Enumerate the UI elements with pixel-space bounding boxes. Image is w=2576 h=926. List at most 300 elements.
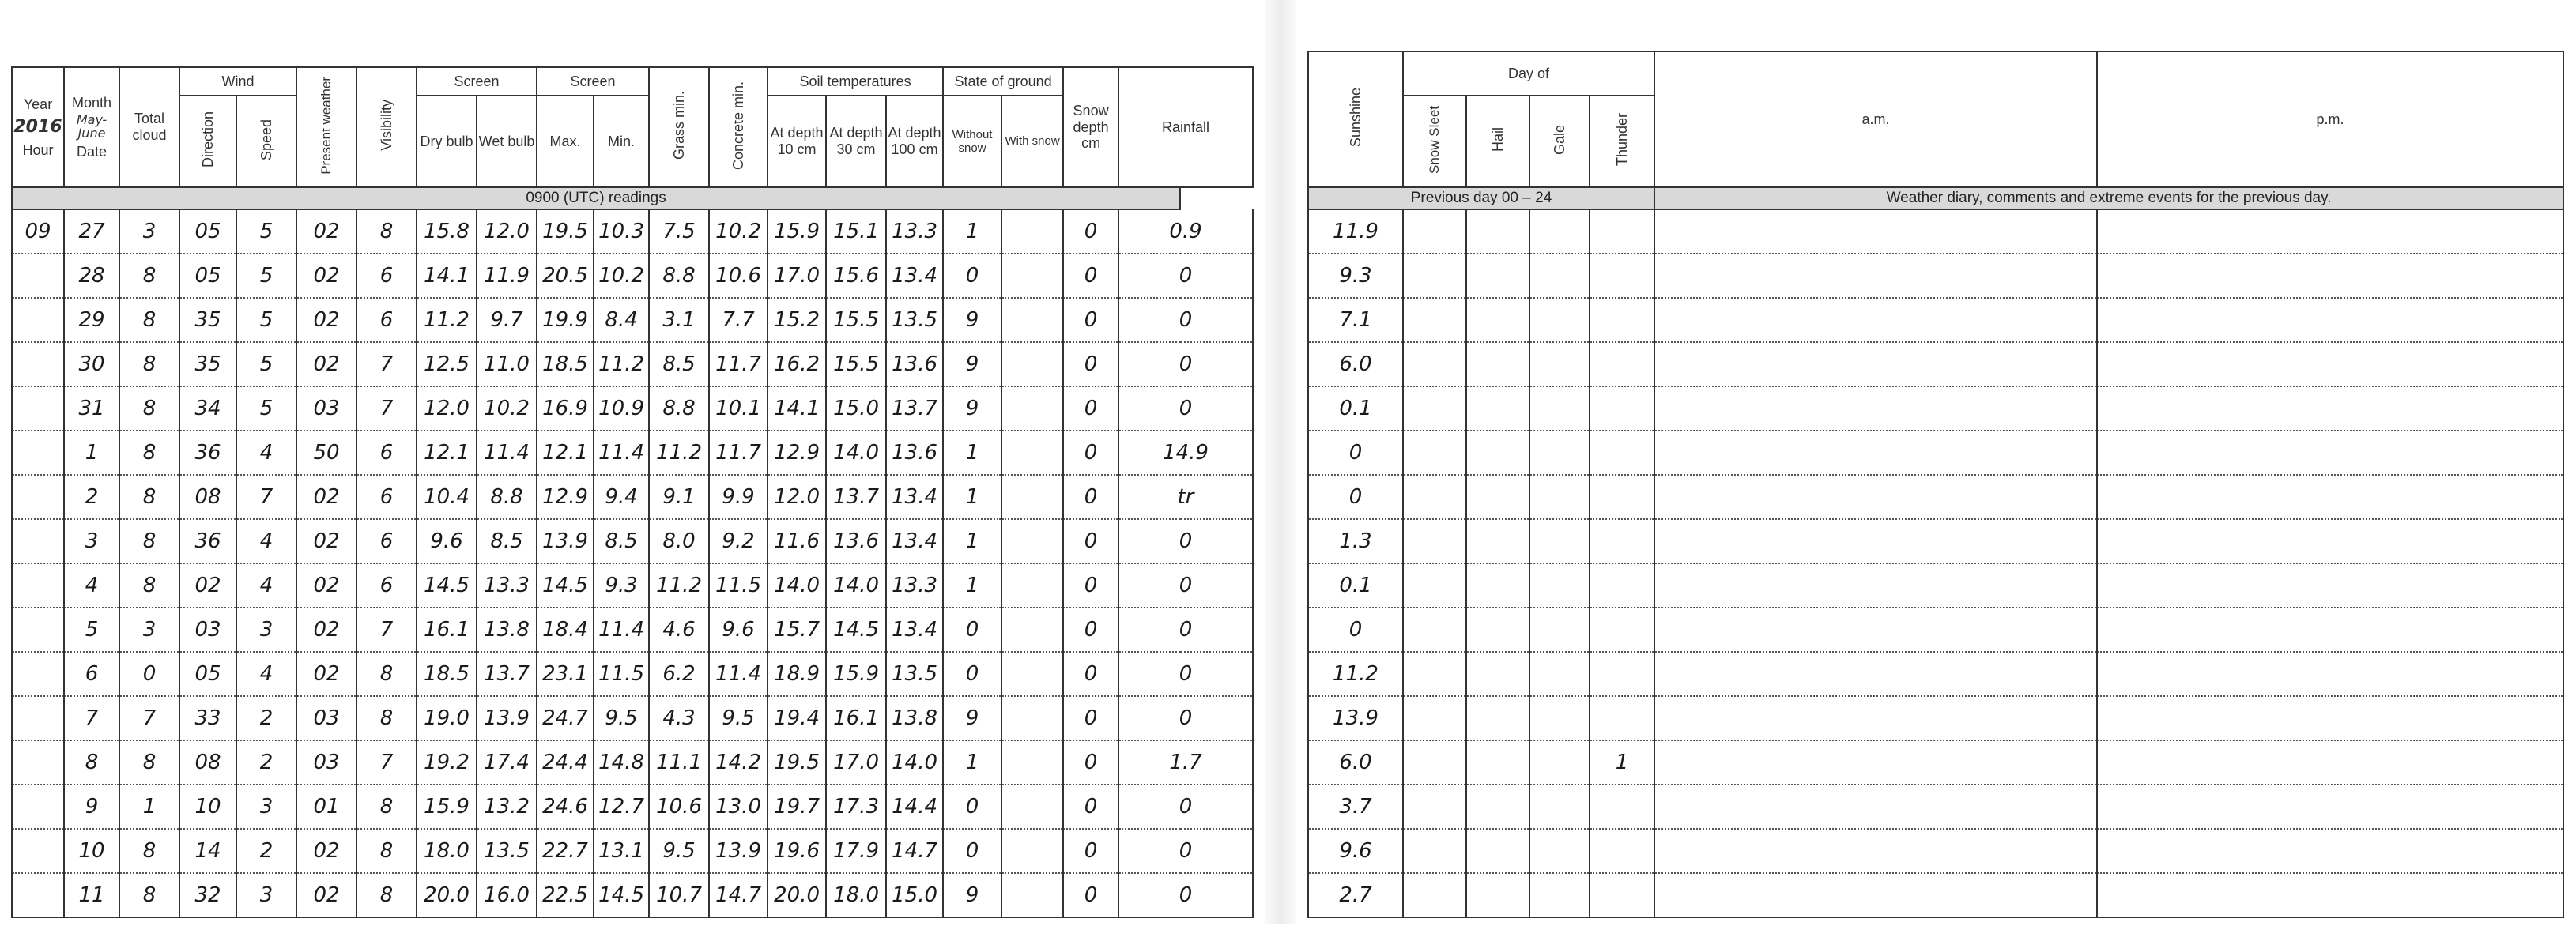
table-row — [1308, 298, 2563, 342]
cell-concrete-min: 11.7 — [709, 342, 768, 386]
table-row — [1308, 431, 2563, 475]
cell-hour — [12, 652, 64, 696]
cell-thunder — [1590, 475, 1654, 519]
cell-pm-notes[interactable] — [2097, 873, 2563, 917]
observation-rows — [12, 209, 1253, 917]
cell-snow-sleet — [1403, 652, 1466, 696]
cell-am-notes[interactable] — [1654, 475, 2097, 519]
cell-visibility: 6 — [356, 519, 417, 563]
cell-soil-30cm: 13.7 — [826, 475, 886, 519]
cell-ground-without-snow: 9 — [943, 696, 1001, 740]
cell-dry-bulb: 15.9 — [417, 785, 477, 829]
cell-grass-min: 8.8 — [649, 386, 709, 431]
cell-dry-bulb: 16.1 — [417, 608, 477, 652]
cell-wind-direction: 03 — [179, 608, 236, 652]
cell-snow-depth: 0 — [1063, 740, 1118, 785]
cell-present-weather: 02 — [296, 652, 356, 696]
state-of-ground-header: State of ground — [943, 67, 1063, 96]
cell-pm-notes[interactable] — [2097, 342, 2563, 386]
cell-hour — [12, 696, 64, 740]
cell-am-notes[interactable] — [1654, 386, 2097, 431]
cell-hour — [12, 254, 64, 298]
cell-min-temp: 10.9 — [594, 386, 649, 431]
cell-sunshine: 9.3 — [1308, 254, 1403, 298]
cell-present-weather: 03 — [296, 740, 356, 785]
cell-dry-bulb: 19.0 — [417, 696, 477, 740]
cell-thunder — [1590, 431, 1654, 475]
cell-concrete-min: 14.7 — [709, 873, 768, 917]
cell-hail — [1466, 652, 1529, 696]
cell-snow-depth: 0 — [1063, 829, 1118, 873]
cell-rainfall: 0 — [1118, 696, 1253, 740]
cell-sunshine: 3.7 — [1308, 785, 1403, 829]
cell-visibility: 7 — [356, 608, 417, 652]
cell-wet-bulb: 8.5 — [477, 519, 537, 563]
table-row — [1308, 652, 2563, 696]
cell-max-temp: 12.1 — [537, 431, 594, 475]
cell-sunshine: 6.0 — [1308, 740, 1403, 785]
cell-ground-with-snow — [1001, 829, 1063, 873]
cell-hail — [1466, 740, 1529, 785]
cell-soil-10cm: 19.7 — [768, 785, 826, 829]
cell-date: 7 — [64, 696, 119, 740]
cell-grass-min: 10.7 — [649, 873, 709, 917]
table-row — [1308, 563, 2563, 608]
year-hour-header — [12, 67, 64, 187]
cell-hail — [1466, 873, 1529, 917]
screen-maxmin-header: Screen — [537, 67, 649, 96]
readings-band: 0900 (UTC) readings — [12, 187, 1180, 209]
cell-min-temp: 14.8 — [594, 740, 649, 785]
cell-snow-depth: 0 — [1063, 386, 1118, 431]
cell-am-notes[interactable] — [1654, 342, 2097, 386]
cell-grass-min: 9.5 — [649, 829, 709, 873]
cell-am-notes[interactable] — [1654, 608, 2097, 652]
cell-sunshine: 0.1 — [1308, 386, 1403, 431]
cell-total-cloud: 8 — [119, 475, 179, 519]
cell-total-cloud: 8 — [119, 298, 179, 342]
table-row — [1308, 475, 2563, 519]
cell-min-temp: 9.4 — [594, 475, 649, 519]
cell-ground-with-snow — [1001, 475, 1063, 519]
cell-dry-bulb: 14.5 — [417, 563, 477, 608]
cell-gale — [1529, 475, 1590, 519]
cell-snow-sleet — [1403, 298, 1466, 342]
cell-ground-with-snow — [1001, 563, 1063, 608]
cell-soil-10cm: 18.9 — [768, 652, 826, 696]
soil-temperatures-header: Soil temperatures — [768, 67, 943, 96]
cell-visibility: 7 — [356, 342, 417, 386]
cell-max-temp: 24.6 — [537, 785, 594, 829]
cell-thunder — [1590, 873, 1654, 917]
table-row — [1308, 254, 2563, 298]
cell-sunshine: 0 — [1308, 608, 1403, 652]
cell-date: 9 — [64, 785, 119, 829]
table-row — [1308, 740, 2563, 785]
table-row — [12, 740, 1253, 785]
cell-wind-direction: 14 — [179, 829, 236, 873]
cell-date: 27 — [64, 209, 119, 254]
table-row — [12, 431, 1253, 475]
cell-wet-bulb: 11.4 — [477, 431, 537, 475]
soil-30cm-header: At depth 30 cm — [826, 96, 886, 187]
cell-wind-speed: 2 — [236, 829, 296, 873]
cell-soil-10cm: 19.5 — [768, 740, 826, 785]
cell-visibility: 8 — [356, 873, 417, 917]
cell-ground-without-snow: 0 — [943, 785, 1001, 829]
cell-pm-notes[interactable] — [2097, 386, 2563, 431]
cell-snow-sleet — [1403, 342, 1466, 386]
cell-date: 31 — [64, 386, 119, 431]
cell-visibility: 6 — [356, 475, 417, 519]
cell-ground-without-snow: 1 — [943, 431, 1001, 475]
cell-wet-bulb: 16.0 — [477, 873, 537, 917]
cell-sunshine: 2.7 — [1308, 873, 1403, 917]
cell-total-cloud: 3 — [119, 608, 179, 652]
cell-soil-100cm: 14.7 — [886, 829, 943, 873]
cell-hail — [1466, 519, 1529, 563]
cell-hail — [1466, 696, 1529, 740]
cell-grass-min: 8.8 — [649, 254, 709, 298]
cell-am-notes[interactable] — [1654, 652, 2097, 696]
cell-present-weather: 03 — [296, 696, 356, 740]
cell-snow-depth: 0 — [1063, 209, 1118, 254]
cell-soil-30cm: 13.6 — [826, 519, 886, 563]
cell-concrete-min: 10.6 — [709, 254, 768, 298]
table-row — [12, 608, 1253, 652]
cell-pm-notes[interactable] — [2097, 829, 2563, 873]
cell-soil-30cm: 15.5 — [826, 298, 886, 342]
cell-visibility: 7 — [356, 386, 417, 431]
cell-soil-30cm: 17.9 — [826, 829, 886, 873]
cell-total-cloud: 1 — [119, 785, 179, 829]
cell-gale — [1529, 740, 1590, 785]
cell-wet-bulb: 13.2 — [477, 785, 537, 829]
cell-dry-bulb: 11.2 — [417, 298, 477, 342]
cell-snow-sleet — [1403, 608, 1466, 652]
cell-date: 10 — [64, 829, 119, 873]
cell-hail — [1466, 475, 1529, 519]
cell-max-temp: 20.5 — [537, 254, 594, 298]
cell-soil-30cm: 14.5 — [826, 608, 886, 652]
with-snow-header: With snow — [1001, 96, 1063, 187]
cell-pm-notes[interactable] — [2097, 519, 2563, 563]
cell-pm-notes[interactable] — [2097, 431, 2563, 475]
cell-ground-with-snow — [1001, 342, 1063, 386]
cell-min-temp: 9.5 — [594, 696, 649, 740]
cell-present-weather: 02 — [296, 254, 356, 298]
cell-thunder — [1590, 696, 1654, 740]
cell-grass-min: 4.6 — [649, 608, 709, 652]
cell-am-notes[interactable] — [1654, 829, 2097, 873]
cell-pm-notes[interactable] — [2097, 785, 2563, 829]
cell-ground-without-snow: 1 — [943, 740, 1001, 785]
cell-sunshine: 6.0 — [1308, 342, 1403, 386]
cell-present-weather: 02 — [296, 342, 356, 386]
screen-header: Screen — [417, 67, 537, 96]
day-of-header: Day of — [1403, 51, 1654, 96]
cell-min-temp: 11.4 — [594, 608, 649, 652]
cell-snow-sleet — [1403, 696, 1466, 740]
cell-date: 4 — [64, 563, 119, 608]
cell-visibility: 6 — [356, 298, 417, 342]
cell-hail — [1466, 431, 1529, 475]
cell-wind-direction: 32 — [179, 873, 236, 917]
table-row — [12, 696, 1253, 740]
cell-wind-direction: 10 — [179, 785, 236, 829]
cell-pm-notes[interactable] — [2097, 475, 2563, 519]
total-cloud-header: Total cloud — [119, 67, 179, 187]
cell-gale — [1529, 209, 1590, 254]
cell-total-cloud: 8 — [119, 342, 179, 386]
table-row — [12, 342, 1253, 386]
max-header: Max. — [537, 96, 594, 187]
cell-max-temp: 19.5 — [537, 209, 594, 254]
cell-pm-notes[interactable] — [2097, 740, 2563, 785]
table-row — [12, 652, 1253, 696]
cell-snow-sleet — [1403, 563, 1466, 608]
cell-sunshine: 0 — [1308, 431, 1403, 475]
cell-snow-depth: 0 — [1063, 431, 1118, 475]
cell-grass-min: 6.2 — [649, 652, 709, 696]
cell-wind-direction: 08 — [179, 740, 236, 785]
cell-thunder — [1590, 519, 1654, 563]
cell-snow-sleet — [1403, 785, 1466, 829]
cell-sunshine: 11.9 — [1308, 209, 1403, 254]
cell-wind-direction: 35 — [179, 342, 236, 386]
cell-soil-100cm: 13.4 — [886, 608, 943, 652]
cell-total-cloud: 3 — [119, 209, 179, 254]
cell-thunder — [1590, 298, 1654, 342]
cell-wind-speed: 5 — [236, 254, 296, 298]
cell-soil-10cm: 12.0 — [768, 475, 826, 519]
cell-visibility: 7 — [356, 740, 417, 785]
month-value: May-June — [76, 112, 107, 141]
cell-ground-without-snow: 9 — [943, 298, 1001, 342]
cell-ground-without-snow: 1 — [943, 519, 1001, 563]
cell-wet-bulb: 9.7 — [477, 298, 537, 342]
cell-am-notes[interactable] — [1654, 696, 2097, 740]
cell-gale — [1529, 785, 1590, 829]
cell-date: 11 — [64, 873, 119, 917]
cell-grass-min: 7.5 — [649, 209, 709, 254]
previous-day-band: Previous day 00 – 24 — [1308, 187, 1654, 209]
cell-wind-direction: 02 — [179, 563, 236, 608]
cell-grass-min: 4.3 — [649, 696, 709, 740]
table-row — [12, 519, 1253, 563]
cell-wet-bulb: 11.0 — [477, 342, 537, 386]
cell-rainfall: 0 — [1118, 652, 1253, 696]
cell-visibility: 6 — [356, 254, 417, 298]
cell-soil-30cm: 18.0 — [826, 873, 886, 917]
cell-snow-depth: 0 — [1063, 873, 1118, 917]
without-snow-header: Without snow — [943, 96, 1001, 187]
cell-pm-notes[interactable] — [2097, 652, 2563, 696]
cell-ground-without-snow: 9 — [943, 342, 1001, 386]
cell-thunder — [1590, 829, 1654, 873]
cell-present-weather: 02 — [296, 608, 356, 652]
cell-dry-bulb: 12.5 — [417, 342, 477, 386]
cell-total-cloud: 0 — [119, 652, 179, 696]
cell-hour — [12, 298, 64, 342]
cell-concrete-min: 13.0 — [709, 785, 768, 829]
cell-min-temp: 8.4 — [594, 298, 649, 342]
cell-wind-speed: 5 — [236, 298, 296, 342]
cell-soil-10cm: 15.7 — [768, 608, 826, 652]
table-row — [1308, 519, 2563, 563]
cell-sunshine: 0 — [1308, 475, 1403, 519]
cell-soil-10cm: 16.2 — [768, 342, 826, 386]
cell-wind-direction: 08 — [179, 475, 236, 519]
cell-max-temp: 18.4 — [537, 608, 594, 652]
cell-total-cloud: 8 — [119, 740, 179, 785]
cell-rainfall: 0 — [1118, 873, 1253, 917]
cell-soil-30cm: 17.0 — [826, 740, 886, 785]
cell-wet-bulb: 10.2 — [477, 386, 537, 431]
cell-rainfall: 0 — [1118, 519, 1253, 563]
present-weather-header: Present weather — [296, 67, 356, 187]
cell-pm-notes[interactable] — [2097, 254, 2563, 298]
cell-wind-direction: 36 — [179, 519, 236, 563]
cell-soil-30cm: 15.0 — [826, 386, 886, 431]
cell-am-notes[interactable] — [1654, 519, 2097, 563]
cell-present-weather: 50 — [296, 431, 356, 475]
cell-snow-depth: 0 — [1063, 696, 1118, 740]
cell-wind-speed: 3 — [236, 873, 296, 917]
cell-ground-with-snow — [1001, 209, 1063, 254]
cell-snow-depth: 0 — [1063, 519, 1118, 563]
cell-min-temp: 11.5 — [594, 652, 649, 696]
cell-dry-bulb: 12.1 — [417, 431, 477, 475]
cell-pm-notes[interactable] — [2097, 696, 2563, 740]
cell-am-notes[interactable] — [1654, 785, 2097, 829]
cell-max-temp: 12.9 — [537, 475, 594, 519]
cell-min-temp: 13.1 — [594, 829, 649, 873]
cell-rainfall: 0 — [1118, 785, 1253, 829]
cell-min-temp: 11.2 — [594, 342, 649, 386]
cell-wind-speed: 5 — [236, 209, 296, 254]
cell-hail — [1466, 254, 1529, 298]
cell-pm-notes[interactable] — [2097, 209, 2563, 254]
cell-visibility: 8 — [356, 696, 417, 740]
cell-grass-min: 3.1 — [649, 298, 709, 342]
cell-rainfall: 0.9 — [1118, 209, 1253, 254]
cell-ground-with-snow — [1001, 519, 1063, 563]
cell-hail — [1466, 209, 1529, 254]
cell-min-temp: 10.2 — [594, 254, 649, 298]
cell-gale — [1529, 696, 1590, 740]
cell-hail — [1466, 342, 1529, 386]
cell-soil-10cm: 17.0 — [768, 254, 826, 298]
cell-grass-min: 11.1 — [649, 740, 709, 785]
cell-total-cloud: 8 — [119, 519, 179, 563]
am-header: a.m. — [1654, 51, 2097, 187]
cell-concrete-min: 14.2 — [709, 740, 768, 785]
cell-pm-notes[interactable] — [2097, 608, 2563, 652]
cell-date: 6 — [64, 652, 119, 696]
snow-depth-header: Snow depth cm — [1063, 67, 1118, 187]
cell-pm-notes[interactable] — [2097, 563, 2563, 608]
cell-rainfall: tr — [1118, 475, 1253, 519]
cell-visibility: 6 — [356, 563, 417, 608]
cell-concrete-min: 10.1 — [709, 386, 768, 431]
cell-ground-without-snow: 0 — [943, 829, 1001, 873]
cell-am-notes[interactable] — [1654, 563, 2097, 608]
cell-date: 8 — [64, 740, 119, 785]
year-value: 2016 — [13, 117, 62, 137]
cell-pm-notes[interactable] — [2097, 298, 2563, 342]
cell-wind-direction: 05 — [179, 209, 236, 254]
min-header: Min. — [594, 96, 649, 187]
sunshine-header: Sunshine — [1308, 51, 1403, 187]
cell-hour — [12, 519, 64, 563]
cell-min-temp: 10.3 — [594, 209, 649, 254]
cell-am-notes[interactable] — [1654, 431, 2097, 475]
cell-ground-with-snow — [1001, 298, 1063, 342]
cell-wet-bulb: 11.9 — [477, 254, 537, 298]
cell-wet-bulb: 8.8 — [477, 475, 537, 519]
cell-present-weather: 02 — [296, 873, 356, 917]
cell-grass-min: 8.5 — [649, 342, 709, 386]
cell-wet-bulb: 17.4 — [477, 740, 537, 785]
month-label: Month — [71, 94, 112, 111]
cell-snow-depth: 0 — [1063, 475, 1118, 519]
cell-present-weather: 02 — [296, 298, 356, 342]
cell-am-notes[interactable] — [1654, 298, 2097, 342]
cell-dry-bulb: 18.5 — [417, 652, 477, 696]
cell-wet-bulb: 13.3 — [477, 563, 537, 608]
cell-sunshine: 13.9 — [1308, 696, 1403, 740]
cell-hour — [12, 740, 64, 785]
cell-soil-10cm: 15.9 — [768, 209, 826, 254]
cell-soil-100cm: 14.0 — [886, 740, 943, 785]
cell-max-temp: 16.9 — [537, 386, 594, 431]
cell-hour: 09 — [12, 209, 64, 254]
cell-ground-without-snow: 0 — [943, 652, 1001, 696]
cell-gale — [1529, 829, 1590, 873]
cell-am-notes[interactable] — [1654, 740, 2097, 785]
cell-sunshine: 1.3 — [1308, 519, 1403, 563]
cell-gale — [1529, 431, 1590, 475]
soil-10cm-header: At depth 10 cm — [768, 96, 826, 187]
cell-soil-100cm: 13.6 — [886, 431, 943, 475]
wet-bulb-header: Wet bulb — [477, 96, 537, 187]
cell-hour — [12, 563, 64, 608]
cell-hour — [12, 829, 64, 873]
cell-am-notes[interactable] — [1654, 209, 2097, 254]
cell-total-cloud: 8 — [119, 873, 179, 917]
cell-total-cloud: 8 — [119, 254, 179, 298]
snow-sleet-header: Snow Sleet — [1403, 96, 1466, 187]
cell-am-notes[interactable] — [1654, 254, 2097, 298]
cell-ground-with-snow — [1001, 740, 1063, 785]
cell-rainfall: 0 — [1118, 608, 1253, 652]
cell-dry-bulb: 20.0 — [417, 873, 477, 917]
cell-am-notes[interactable] — [1654, 873, 2097, 917]
cell-rainfall: 0 — [1118, 298, 1253, 342]
cell-concrete-min: 9.9 — [709, 475, 768, 519]
cell-thunder — [1590, 785, 1654, 829]
cell-wet-bulb: 12.0 — [477, 209, 537, 254]
cell-total-cloud: 8 — [119, 829, 179, 873]
cell-ground-without-snow: 9 — [943, 386, 1001, 431]
table-row — [12, 475, 1253, 519]
cell-date: 3 — [64, 519, 119, 563]
cell-concrete-min: 10.2 — [709, 209, 768, 254]
cell-ground-without-snow: 0 — [943, 254, 1001, 298]
table-row — [12, 563, 1253, 608]
cell-wind-speed: 4 — [236, 652, 296, 696]
